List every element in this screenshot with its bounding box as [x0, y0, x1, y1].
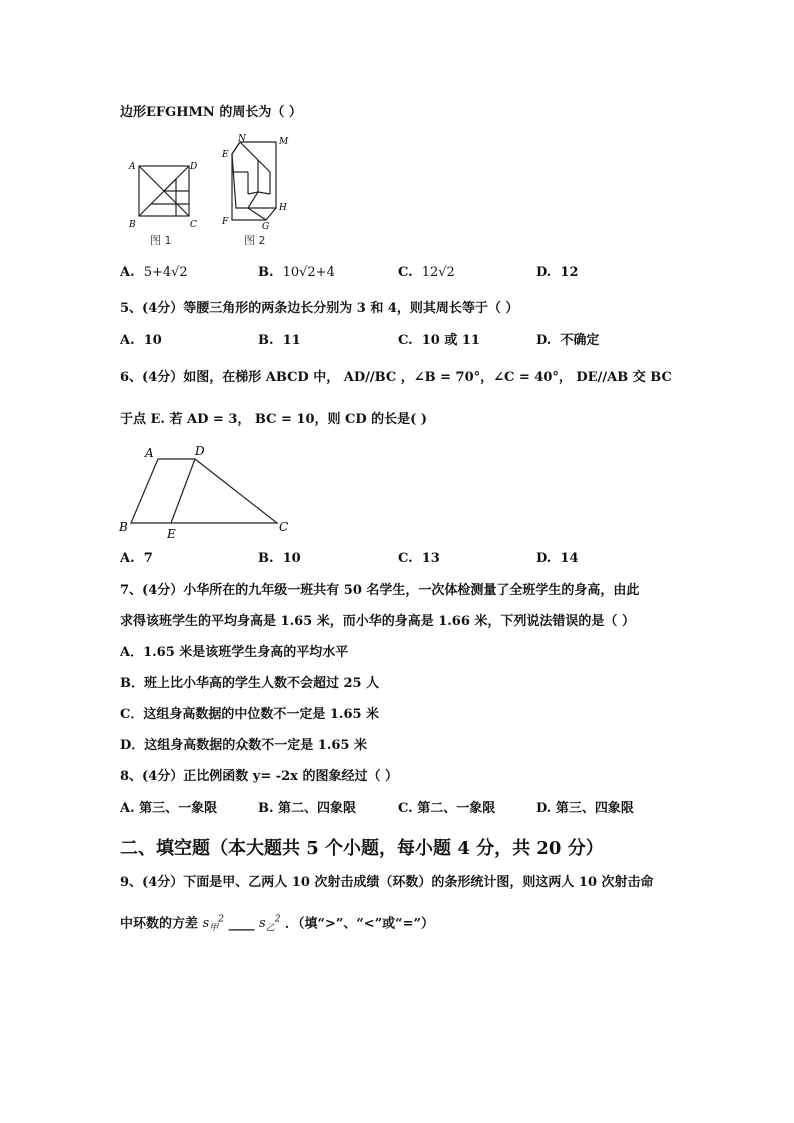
q4-option-d[interactable]: D. 12: [536, 265, 579, 280]
q6-label-A: A: [145, 446, 154, 460]
variance-yi: $s_乙^2$: [259, 915, 281, 934]
fig2-label-M: M: [279, 137, 289, 147]
q6-option-c[interactable]: C. 13: [398, 551, 440, 566]
fig1-label-C: C: [190, 220, 197, 230]
q6-label-C: C: [279, 520, 289, 534]
q6-option-b[interactable]: B. 10: [258, 551, 301, 566]
q4-option-b[interactable]: B. 10√2+4: [258, 265, 335, 280]
q4-figure-2: [218, 132, 298, 232]
fig1-caption: 图 1: [150, 234, 172, 247]
q6-trapezoid-figure: [115, 442, 300, 542]
q5-option-d[interactable]: D. 不确定: [536, 333, 600, 348]
fig2-caption: 图 2: [244, 234, 266, 247]
q6-label-E: E: [167, 527, 176, 541]
q8-option-c[interactable]: C. 第二、一象限: [398, 801, 496, 816]
q6-stem-line1: 6、(4分）如图，在梯形 ABCD 中， AD//BC ，∠B = 70°，∠C = 40°， DE//AB 交 BC: [120, 370, 672, 385]
q5-stem: 5、(4分）等腰三角形的两条边长分别为 3 和 4，则其周长等于（ ）: [120, 301, 519, 316]
q6-label-B: B: [119, 520, 128, 534]
q7-option-a[interactable]: A．1.65 米是该班学生身高的平均水平: [120, 645, 349, 660]
fig1-label-A: A: [129, 162, 136, 172]
q7-stem-line1: 7、(4分）小华所在的九年级一班共有 50 名学生，一次体检测量了全班学生的身高，由此: [120, 583, 640, 598]
fig2-label-H: H: [279, 203, 287, 213]
q6-stem-line2: 于点 E. 若 AD = 3， BC = 10，则 CD 的长是( ): [120, 412, 427, 427]
q7-option-b[interactable]: B．班上比小华高的学生人数不会超过 25 人: [120, 676, 380, 691]
fig2-label-N: N: [238, 134, 246, 144]
answer-blank[interactable]: ____: [228, 916, 255, 932]
q6-option-a[interactable]: A. 7: [120, 551, 153, 566]
fig2-label-E: E: [222, 150, 229, 160]
q8-stem: 8、(4分）正比例函数 y= -2x 的图象经过（ ）: [120, 769, 398, 784]
q7-stem-line2: 求得该班学生的平均身高是 1.65 米，而小华的身高是 1.66 米，下列说法错误的是（ ）: [120, 614, 635, 629]
q8-option-b[interactable]: B. 第二、四象限: [258, 801, 357, 816]
q6-label-D: D: [195, 444, 205, 458]
q4-stem-tail: 边形EFGHMN 的周长为（ ）: [120, 105, 302, 120]
q5-option-a[interactable]: A. 10: [120, 333, 162, 348]
q9-stem-post: ．（填“>”、“<”或“=”）: [284, 916, 435, 932]
fig1-label-B: B: [129, 220, 136, 230]
q5-option-b[interactable]: B. 11: [258, 333, 301, 348]
fig2-label-F: F: [222, 217, 229, 227]
q8-option-a[interactable]: A. 第三、一象限: [120, 801, 218, 816]
q9-stem-pre: 中环数的方差: [120, 916, 199, 932]
q4-figure-1: [125, 150, 205, 240]
variance-jia: $s_甲^2$: [202, 915, 224, 934]
fig2-label-G: G: [262, 222, 270, 232]
q4-option-c[interactable]: C. 12√2: [398, 265, 455, 280]
q8-option-d[interactable]: D. 第三、四象限: [536, 801, 634, 816]
q7-option-d[interactable]: D．这组身高数据的众数不一定是 1.65 米: [120, 738, 367, 753]
section-2-heading: 二、填空题（本大题共 5 个小题，每小题 4 分，共 20 分）: [120, 838, 604, 859]
q4-option-a[interactable]: A. 5+4√2: [120, 265, 188, 280]
q7-option-c[interactable]: C．这组身高数据的中位数不一定是 1.65 米: [120, 707, 380, 722]
q9-stem-line1: 9、(4分）下面是甲、乙两人 10 次射击成绩（环数）的条形统计图，则这两人 10 次射击命: [120, 875, 654, 890]
q5-option-c[interactable]: C. 10 或 11: [398, 333, 480, 348]
q9-stem-line2: [120, 912, 434, 937]
q6-option-d[interactable]: D. 14: [536, 551, 579, 566]
fig1-label-D: D: [190, 162, 198, 172]
